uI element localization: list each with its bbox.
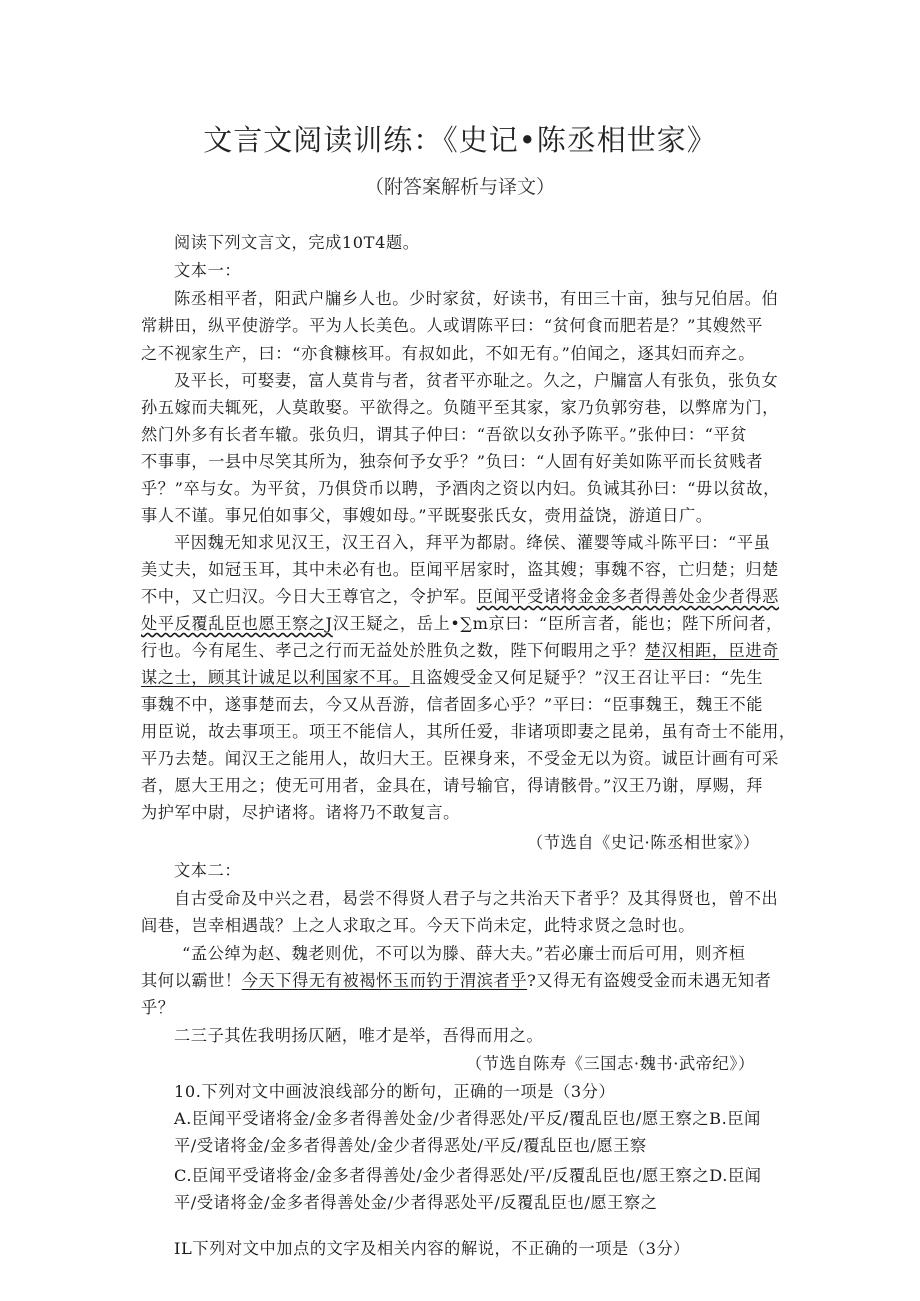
text-segment: 汉王疑之，岳上•∑m京曰：“臣所言者，能也；陛下所问者， (332, 614, 783, 633)
text-line: 平乃去楚。闻汉王之能用人，故归大王。臣裸身来，不受金无以为资。诚臣计画有可采 (141, 749, 779, 768)
text-line: 及平长，可娶妻，富人莫肯与者，贫者平亦耻之。久之，户牖富人有张负，张负女 (174, 371, 779, 390)
option-text: D.臣闻 (709, 1166, 762, 1185)
option-c (174, 1165, 762, 1187)
source-citation: （节选自《史记·陈丞相世家》） (527, 833, 760, 852)
text-line: 乎？”卒与女。为平贫，乃俱贷币以聘，予酒肉之资以内妇。负诫其孙曰：“毋以贫故， (141, 479, 780, 498)
section-label: 文本一： (174, 261, 242, 280)
option-a (174, 1108, 761, 1130)
text-line: 不事事，一县中尽笑其所为，独奈何予女乎？”负曰：“人固有好美如陈平而长贫贱者 (141, 452, 764, 471)
text-segment: ?又得无有盗嫂受金而未遇无知者 (527, 971, 772, 990)
wavy-underlined-passage: 臣闻平受诸将金金多者得善处金少者得恶 (476, 587, 779, 606)
text-line: 美丈夫，如冠玉耳，其中未必有也。臣闻平居家时，盗其嫂；事魏不容，亡归楚；归楚 (141, 560, 779, 579)
option-b: 平/受诸将金/金多者得善处/金少者得恶处/平反/覆乱臣也/愿王察 (174, 1136, 647, 1155)
page-title: 文言文阅读训练：《史记•陈丞相世家》 (203, 123, 717, 157)
text-segment: 且盗嫂受金又何足疑乎？”汉王召让平曰：“先生 (409, 668, 764, 687)
text-line (141, 586, 779, 608)
text-line (141, 667, 763, 689)
underlined-sentence: 谋之士，顾其计诚足以利国家不耳。 (141, 668, 410, 687)
source-citation: （节选自陈寿《三国志·魏书·武帝纪》） (466, 1054, 755, 1073)
text-line: 孙五嫁而夫辄死，人莫敢娶。平欲得之。负随平至其家，家乃负郭穷巷，以弊席为门， (141, 398, 779, 417)
option-text: C.臣闻平受诸将金/金多者得善处/金少者得恶处/平/反覆乱臣也/愿王察之 (174, 1166, 710, 1185)
text-line: 然门外多有长者车辙。张负归，谓其子仲曰：“吾欲以女孙予陈平。”张仲曰：“平贫 (141, 425, 748, 444)
option-text: B.臣闻 (709, 1109, 761, 1128)
text-line (141, 613, 783, 635)
text-line: 用臣说，故去事项王。项王不能信人，其所任爱，非诸项即妻之昆弟，虽有奇士不能用， (141, 722, 796, 741)
text-line: 自古受命及中兴之君，曷尝不得贤人君子与之共治天下者乎？及其得贤也，曾不出 (174, 889, 779, 908)
underlined-sentence: 楚汉相距，臣进奇 (644, 641, 779, 660)
instruction-line: 阅读下列文言文，完成10T4题。 (174, 233, 420, 252)
text-segment: 其何以霸世！ (141, 971, 242, 990)
option-text: A.臣闻平受诸将金/金多者得善处金/少者得恶处/平反/覆乱臣也/愿王察之 (174, 1109, 710, 1128)
text-line: 事人不谨。事兄伯如事父，事嫂如母。”平既娶张氏女，赍用益饶，游道日广。 (141, 506, 713, 525)
page-subtitle: （附答案解析与译文） (364, 176, 555, 198)
text-line: 者，愿大王用之；使无可用者，金具在，请号输官，得请骸骨。”汉王乃谢，厚赐，拜 (141, 776, 763, 795)
text-line: 平因魏无知求见汉王，汉王召入，拜平为都尉。绛侯、灌婴等咸斗陈平曰：“平虽 (174, 533, 771, 552)
text-line: 事魏不中，遂事楚而去，今又从吾游，信者固多心乎？”平曰：“臣事魏王，魏王不能 (141, 695, 764, 714)
question-10: 10.下列对文中画波浪线部分的断句，正确的一项是（3分） (174, 1082, 616, 1101)
text-line: 为护军中尉，尽护诸将。诸将乃不敢复言。 (141, 803, 460, 822)
underlined-sentence: 今天下得无有被褐怀玉而钓于渭滨者乎 (241, 971, 528, 990)
text-line: 常耕田，纵平使游学。平为人长美色。人或谓陈平曰：“贫何食而肥若是？”其嫂然平 (141, 316, 764, 335)
text-line: 之不视家生产，曰：“亦食糠核耳。有叔如此，不如无有。”伯闻之，逐其妇而弃之。 (141, 344, 755, 363)
text-line (141, 970, 771, 992)
question-11: IL下列对文中加点的文字及相关内容的解说，不正确的一项是（3分） (174, 1239, 691, 1258)
text-line: 闾巷，岂幸相遇哉？上之人求取之耳。今天下尚未定，此特求贤之急时也。 (141, 916, 695, 935)
wavy-underlined-passage: 处平反覆乱臣也愿王察之J (141, 614, 333, 633)
text-line (141, 640, 779, 662)
text-line: 二三子其佐我明扬仄陋，唯才是举，吾得而用之。 (174, 1026, 544, 1045)
section-label: 文本二： (174, 861, 242, 880)
text-line: 乎？ (141, 998, 175, 1017)
text-segment: 行也。今有尾生、孝己之行而无益处於胜负之数，陛下何暇用之乎？ (141, 641, 645, 660)
text-line: “孟公绰为赵、魏老则优，不可以为滕、薛大夫。”若必廉士而后可用，则齐桓 (182, 944, 746, 963)
text-segment: 不中，又亡归汉。今日大王尊官之，令护军。 (141, 587, 477, 606)
option-d: 平/受诸将金/金多者得善处金/少者得恶处平/反覆乱臣也/愿王察之 (174, 1193, 658, 1212)
text-line: 陈丞相平者，阳武户牖乡人也。少时家贫，好读书，有田三十亩，独与兄伯居。伯 (174, 289, 779, 308)
